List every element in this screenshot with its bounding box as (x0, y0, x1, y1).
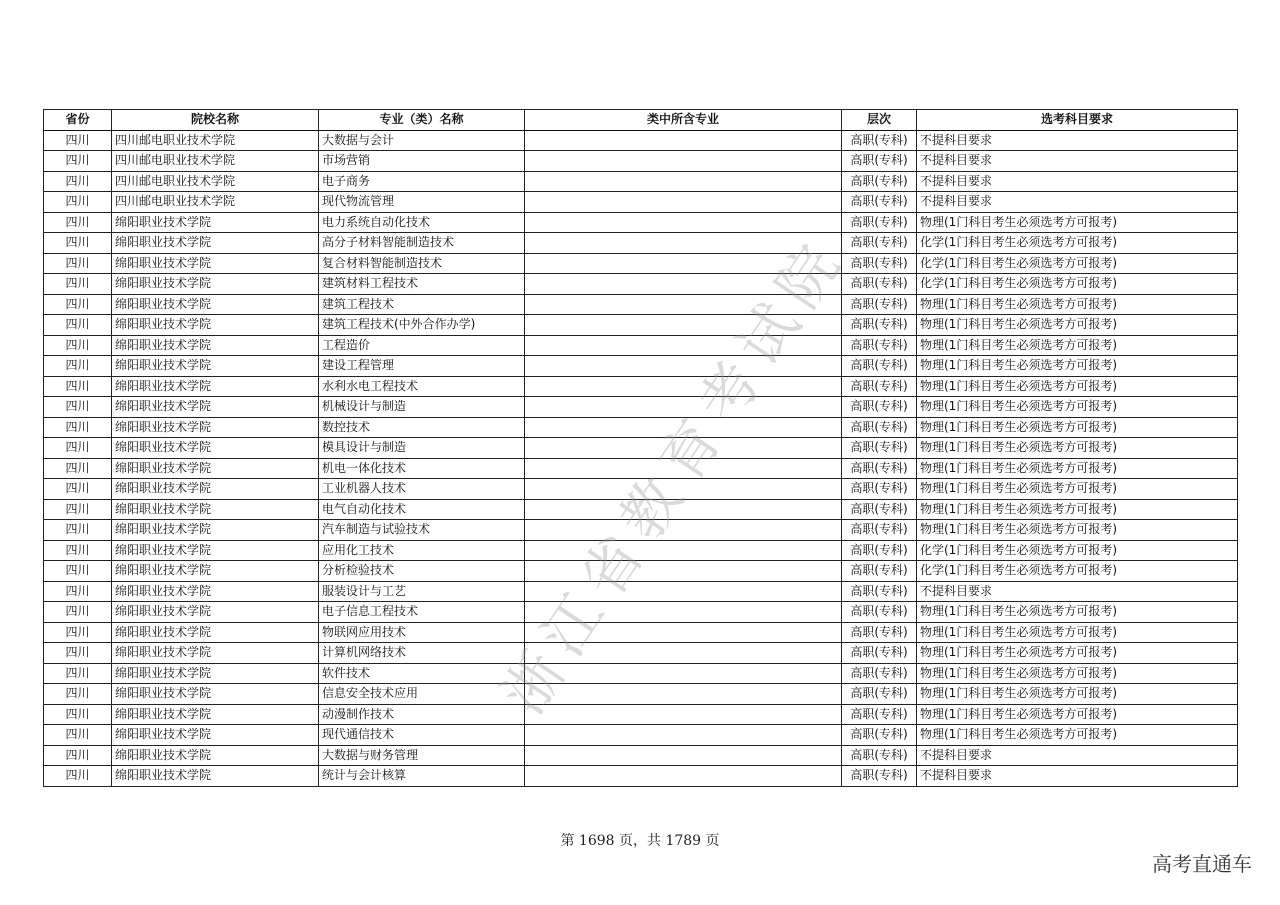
table-row (44, 438, 1238, 459)
cell-province: 四川 (44, 745, 112, 766)
table-row (44, 171, 1238, 192)
table-row (44, 499, 1238, 520)
cell-school: 绵阳职业技术学院 (112, 643, 319, 664)
cell-school: 绵阳职业技术学院 (112, 745, 319, 766)
cell-school: 绵阳职业技术学院 (112, 704, 319, 725)
cell-province: 四川 (44, 397, 112, 418)
cell-school: 绵阳职业技术学院 (112, 274, 319, 295)
cell-major: 模具设计与制造 (319, 438, 525, 459)
cell-level: 高职(专科) (842, 499, 917, 520)
cell-school: 四川邮电职业技术学院 (112, 151, 319, 172)
cell-school: 四川邮电职业技术学院 (112, 192, 319, 213)
cell-major: 信息安全技术应用 (319, 684, 525, 705)
cell-province: 四川 (44, 684, 112, 705)
cell-subject-requirement: 不提科目要求 (917, 581, 1238, 602)
cell-sub-majors (525, 458, 842, 479)
cell-level: 高职(专科) (842, 561, 917, 582)
cell-major: 动漫制作技术 (319, 704, 525, 725)
cell-major: 电力系统自动化技术 (319, 212, 525, 233)
cell-level: 高职(专科) (842, 192, 917, 213)
cell-school: 绵阳职业技术学院 (112, 520, 319, 541)
cell-subject-requirement: 物理(1门科目考生必须选考方可报考) (917, 499, 1238, 520)
cell-school: 绵阳职业技术学院 (112, 602, 319, 623)
cell-province: 四川 (44, 499, 112, 520)
cell-school: 绵阳职业技术学院 (112, 376, 319, 397)
cell-province: 四川 (44, 458, 112, 479)
cell-subject-requirement: 物理(1门科目考生必须选考方可报考) (917, 397, 1238, 418)
cell-level: 高职(专科) (842, 376, 917, 397)
watermark: 浙江省教育考试院 (489, 223, 859, 726)
cell-sub-majors (525, 725, 842, 746)
cell-subject-requirement: 物理(1门科目考生必须选考方可报考) (917, 376, 1238, 397)
cell-sub-majors (525, 643, 842, 664)
cell-school: 绵阳职业技术学院 (112, 540, 319, 561)
cell-subject-requirement: 不提科目要求 (917, 192, 1238, 213)
cell-province: 四川 (44, 438, 112, 459)
cell-sub-majors (525, 684, 842, 705)
page-number: 第 1698 页，共 1789 页 (560, 833, 720, 849)
cell-sub-majors (525, 438, 842, 459)
cell-province: 四川 (44, 294, 112, 315)
cell-subject-requirement: 物理(1门科目考生必须选考方可报考) (917, 458, 1238, 479)
cell-sub-majors (525, 356, 842, 377)
cell-province: 四川 (44, 766, 112, 787)
cell-major: 服装设计与工艺 (319, 581, 525, 602)
table-row (44, 520, 1238, 541)
cell-major: 机械设计与制造 (319, 397, 525, 418)
cell-level: 高职(专科) (842, 581, 917, 602)
cell-sub-majors (525, 253, 842, 274)
cell-school: 四川邮电职业技术学院 (112, 130, 319, 151)
cell-major: 机电一体化技术 (319, 458, 525, 479)
cell-province: 四川 (44, 171, 112, 192)
table-row (44, 294, 1238, 315)
cell-sub-majors (525, 151, 842, 172)
cell-sub-majors (525, 233, 842, 254)
table-row (44, 458, 1238, 479)
cell-level: 高职(专科) (842, 130, 917, 151)
cell-province: 四川 (44, 233, 112, 254)
cell-school: 绵阳职业技术学院 (112, 294, 319, 315)
cell-major: 建筑工程技术 (319, 294, 525, 315)
cell-subject-requirement: 不提科目要求 (917, 745, 1238, 766)
table-row (44, 397, 1238, 418)
cell-major: 大数据与会计 (319, 130, 525, 151)
cell-school: 绵阳职业技术学院 (112, 356, 319, 377)
cell-major: 汽车制造与试验技术 (319, 520, 525, 541)
subject-requirements-table (43, 109, 1238, 787)
corner-logo: 高考直通车 (1152, 852, 1252, 876)
table-row (44, 233, 1238, 254)
cell-subject-requirement: 不提科目要求 (917, 130, 1238, 151)
cell-province: 四川 (44, 622, 112, 643)
table-row (44, 581, 1238, 602)
table-row (44, 274, 1238, 295)
cell-province: 四川 (44, 417, 112, 438)
cell-province: 四川 (44, 479, 112, 500)
cell-level: 高职(专科) (842, 622, 917, 643)
cell-province: 四川 (44, 192, 112, 213)
cell-level: 高职(专科) (842, 335, 917, 356)
cell-school: 绵阳职业技术学院 (112, 766, 319, 787)
cell-sub-majors (525, 479, 842, 500)
table-body (44, 130, 1238, 786)
cell-school: 绵阳职业技术学院 (112, 335, 319, 356)
cell-subject-requirement: 化学(1门科目考生必须选考方可报考) (917, 274, 1238, 295)
table-row (44, 356, 1238, 377)
cell-sub-majors (525, 704, 842, 725)
cell-sub-majors (525, 417, 842, 438)
table-row (44, 725, 1238, 746)
cell-province: 四川 (44, 602, 112, 623)
cell-subject-requirement: 物理(1门科目考生必须选考方可报考) (917, 294, 1238, 315)
cell-province: 四川 (44, 520, 112, 541)
cell-subject-requirement: 化学(1门科目考生必须选考方可报考) (917, 233, 1238, 254)
cell-province: 四川 (44, 335, 112, 356)
cell-province: 四川 (44, 151, 112, 172)
cell-major: 电子商务 (319, 171, 525, 192)
header-subject-requirement: 选考科目要求 (917, 110, 1238, 131)
cell-level: 高职(专科) (842, 602, 917, 623)
cell-province: 四川 (44, 253, 112, 274)
cell-sub-majors (525, 561, 842, 582)
cell-sub-majors (525, 212, 842, 233)
cell-sub-majors (525, 274, 842, 295)
table-row (44, 745, 1238, 766)
cell-subject-requirement: 物理(1门科目考生必须选考方可报考) (917, 520, 1238, 541)
table-row (44, 376, 1238, 397)
cell-level: 高职(专科) (842, 438, 917, 459)
header-level: 层次 (842, 110, 917, 131)
cell-subject-requirement: 化学(1门科目考生必须选考方可报考) (917, 253, 1238, 274)
table-row (44, 417, 1238, 438)
cell-sub-majors (525, 335, 842, 356)
cell-subject-requirement: 物理(1门科目考生必须选考方可报考) (917, 663, 1238, 684)
cell-level: 高职(专科) (842, 253, 917, 274)
cell-subject-requirement: 物理(1门科目考生必须选考方可报考) (917, 335, 1238, 356)
cell-province: 四川 (44, 540, 112, 561)
admission-table-container (43, 109, 1237, 787)
cell-major: 市场营销 (319, 151, 525, 172)
cell-sub-majors (525, 130, 842, 151)
table-row (44, 622, 1238, 643)
cell-level: 高职(专科) (842, 356, 917, 377)
header-province: 省份 (44, 110, 112, 131)
cell-major: 建设工程管理 (319, 356, 525, 377)
table-row (44, 643, 1238, 664)
table-row (44, 540, 1238, 561)
table-row (44, 479, 1238, 500)
cell-subject-requirement: 化学(1门科目考生必须选考方可报考) (917, 561, 1238, 582)
cell-level: 高职(专科) (842, 520, 917, 541)
cell-level: 高职(专科) (842, 458, 917, 479)
cell-level: 高职(专科) (842, 212, 917, 233)
cell-school: 绵阳职业技术学院 (112, 684, 319, 705)
cell-subject-requirement: 不提科目要求 (917, 171, 1238, 192)
cell-level: 高职(专科) (842, 233, 917, 254)
cell-subject-requirement: 化学(1门科目考生必须选考方可报考) (917, 540, 1238, 561)
cell-province: 四川 (44, 212, 112, 233)
cell-major: 建筑工程技术(中外合作办学) (319, 315, 525, 336)
cell-level: 高职(专科) (842, 725, 917, 746)
header-sub-majors: 类中所含专业 (525, 110, 842, 131)
cell-level: 高职(专科) (842, 643, 917, 664)
cell-level: 高职(专科) (842, 397, 917, 418)
cell-school: 绵阳职业技术学院 (112, 233, 319, 254)
cell-subject-requirement: 物理(1门科目考生必须选考方可报考) (917, 725, 1238, 746)
cell-province: 四川 (44, 704, 112, 725)
cell-major: 电气自动化技术 (319, 499, 525, 520)
cell-major: 物联网应用技术 (319, 622, 525, 643)
cell-school: 绵阳职业技术学院 (112, 561, 319, 582)
cell-major: 复合材料智能制造技术 (319, 253, 525, 274)
cell-province: 四川 (44, 561, 112, 582)
cell-school: 绵阳职业技术学院 (112, 479, 319, 500)
cell-school: 绵阳职业技术学院 (112, 458, 319, 479)
cell-major: 建筑材料工程技术 (319, 274, 525, 295)
table-row (44, 151, 1238, 172)
cell-level: 高职(专科) (842, 294, 917, 315)
cell-province: 四川 (44, 643, 112, 664)
cell-sub-majors (525, 520, 842, 541)
cell-level: 高职(专科) (842, 684, 917, 705)
cell-sub-majors (525, 766, 842, 787)
cell-sub-majors (525, 540, 842, 561)
cell-level: 高职(专科) (842, 315, 917, 336)
cell-school: 四川邮电职业技术学院 (112, 171, 319, 192)
cell-major: 现代通信技术 (319, 725, 525, 746)
cell-subject-requirement: 物理(1门科目考生必须选考方可报考) (917, 356, 1238, 377)
cell-level: 高职(专科) (842, 540, 917, 561)
cell-subject-requirement: 不提科目要求 (917, 766, 1238, 787)
cell-sub-majors (525, 745, 842, 766)
cell-subject-requirement: 物理(1门科目考生必须选考方可报考) (917, 315, 1238, 336)
cell-subject-requirement: 物理(1门科目考生必须选考方可报考) (917, 622, 1238, 643)
table-row (44, 561, 1238, 582)
cell-school: 绵阳职业技术学院 (112, 417, 319, 438)
cell-province: 四川 (44, 581, 112, 602)
cell-subject-requirement: 物理(1门科目考生必须选考方可报考) (917, 643, 1238, 664)
table-row (44, 192, 1238, 213)
cell-level: 高职(专科) (842, 704, 917, 725)
cell-sub-majors (525, 622, 842, 643)
cell-level: 高职(专科) (842, 151, 917, 172)
cell-subject-requirement: 不提科目要求 (917, 151, 1238, 172)
cell-school: 绵阳职业技术学院 (112, 212, 319, 233)
cell-sub-majors (525, 171, 842, 192)
header-major: 专业（类）名称 (319, 110, 525, 131)
cell-school: 绵阳职业技术学院 (112, 581, 319, 602)
table-row (44, 212, 1238, 233)
cell-province: 四川 (44, 663, 112, 684)
cell-subject-requirement: 物理(1门科目考生必须选考方可报考) (917, 212, 1238, 233)
cell-subject-requirement: 物理(1门科目考生必须选考方可报考) (917, 704, 1238, 725)
cell-sub-majors (525, 397, 842, 418)
cell-sub-majors (525, 192, 842, 213)
cell-province: 四川 (44, 356, 112, 377)
table-row (44, 766, 1238, 787)
cell-major: 大数据与财务管理 (319, 745, 525, 766)
table-row (44, 253, 1238, 274)
cell-level: 高职(专科) (842, 663, 917, 684)
table-row (44, 602, 1238, 623)
cell-level: 高职(专科) (842, 274, 917, 295)
cell-sub-majors (525, 294, 842, 315)
cell-subject-requirement: 物理(1门科目考生必须选考方可报考) (917, 479, 1238, 500)
cell-school: 绵阳职业技术学院 (112, 663, 319, 684)
cell-major: 应用化工技术 (319, 540, 525, 561)
header-school: 院校名称 (112, 110, 319, 131)
cell-sub-majors (525, 315, 842, 336)
table-header-row (44, 110, 1238, 131)
cell-major: 高分子材料智能制造技术 (319, 233, 525, 254)
cell-level: 高职(专科) (842, 171, 917, 192)
cell-province: 四川 (44, 274, 112, 295)
cell-level: 高职(专科) (842, 766, 917, 787)
cell-level: 高职(专科) (842, 745, 917, 766)
cell-sub-majors (525, 581, 842, 602)
cell-school: 绵阳职业技术学院 (112, 499, 319, 520)
cell-province: 四川 (44, 725, 112, 746)
cell-school: 绵阳职业技术学院 (112, 725, 319, 746)
cell-major: 计算机网络技术 (319, 643, 525, 664)
table-row (44, 335, 1238, 356)
cell-sub-majors (525, 602, 842, 623)
cell-school: 绵阳职业技术学院 (112, 253, 319, 274)
cell-major: 软件技术 (319, 663, 525, 684)
cell-subject-requirement: 物理(1门科目考生必须选考方可报考) (917, 602, 1238, 623)
cell-major: 工业机器人技术 (319, 479, 525, 500)
table-row (44, 704, 1238, 725)
cell-school: 绵阳职业技术学院 (112, 622, 319, 643)
cell-major: 现代物流管理 (319, 192, 525, 213)
cell-major: 工程造价 (319, 335, 525, 356)
cell-subject-requirement: 物理(1门科目考生必须选考方可报考) (917, 438, 1238, 459)
table-row (44, 315, 1238, 336)
cell-sub-majors (525, 376, 842, 397)
table-row (44, 130, 1238, 151)
cell-province: 四川 (44, 130, 112, 151)
cell-school: 绵阳职业技术学院 (112, 315, 319, 336)
cell-province: 四川 (44, 315, 112, 336)
cell-sub-majors (525, 663, 842, 684)
cell-province: 四川 (44, 376, 112, 397)
cell-subject-requirement: 物理(1门科目考生必须选考方可报考) (917, 684, 1238, 705)
cell-sub-majors (525, 499, 842, 520)
cell-subject-requirement: 物理(1门科目考生必须选考方可报考) (917, 417, 1238, 438)
table-row (44, 684, 1238, 705)
cell-major: 分析检验技术 (319, 561, 525, 582)
cell-major: 电子信息工程技术 (319, 602, 525, 623)
cell-level: 高职(专科) (842, 417, 917, 438)
cell-school: 绵阳职业技术学院 (112, 397, 319, 418)
cell-major: 统计与会计核算 (319, 766, 525, 787)
cell-major: 数控技术 (319, 417, 525, 438)
cell-level: 高职(专科) (842, 479, 917, 500)
cell-major: 水利水电工程技术 (319, 376, 525, 397)
table-row (44, 663, 1238, 684)
cell-school: 绵阳职业技术学院 (112, 438, 319, 459)
